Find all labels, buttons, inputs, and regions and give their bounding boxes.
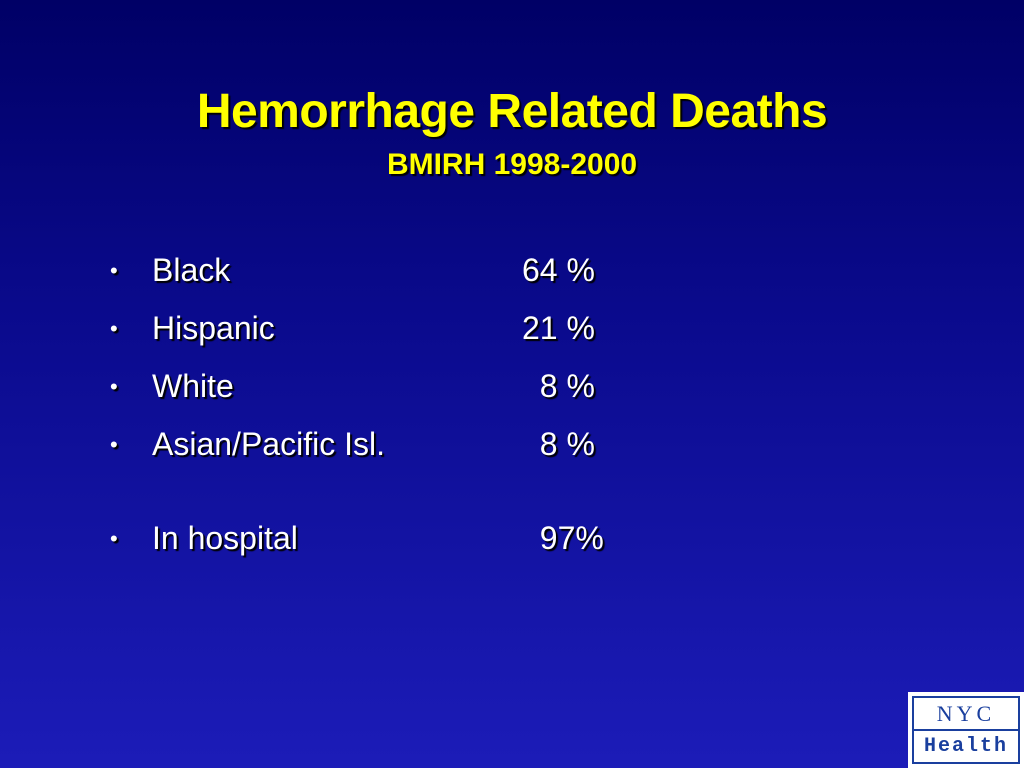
bullet-list bbox=[110, 252, 710, 578]
nyc-health-logo bbox=[908, 692, 1024, 768]
item-label: White bbox=[152, 368, 234, 404]
list-item bbox=[110, 520, 710, 578]
bullet-icon: • bbox=[110, 258, 118, 283]
slide-subtitle: BMIRH 1998-2000 bbox=[386, 148, 638, 181]
list-item bbox=[110, 426, 710, 484]
list-item bbox=[110, 368, 710, 426]
bullet-icon: • bbox=[110, 526, 118, 551]
item-value: 8 % bbox=[522, 368, 595, 404]
bullet-icon: • bbox=[110, 432, 118, 457]
bullet-icon: • bbox=[110, 374, 118, 399]
list-item bbox=[110, 252, 710, 310]
logo-frame bbox=[912, 696, 1020, 764]
logo-line-1: NYC bbox=[914, 698, 1018, 731]
bullet-icon: • bbox=[110, 316, 118, 341]
item-label: Black bbox=[152, 252, 231, 288]
item-value: 64 % bbox=[522, 252, 595, 288]
item-label: Hispanic bbox=[152, 310, 275, 346]
item-label: In hospital bbox=[152, 520, 298, 556]
item-value: 97% bbox=[522, 520, 604, 556]
slide-title: Hemorrhage Related Deaths bbox=[196, 85, 828, 138]
logo-line-2: Health bbox=[914, 731, 1018, 762]
item-value: 8 % bbox=[522, 426, 595, 462]
item-value: 21 % bbox=[522, 310, 595, 346]
item-label: Asian/Pacific Isl. bbox=[152, 426, 385, 462]
list-item bbox=[110, 310, 710, 368]
